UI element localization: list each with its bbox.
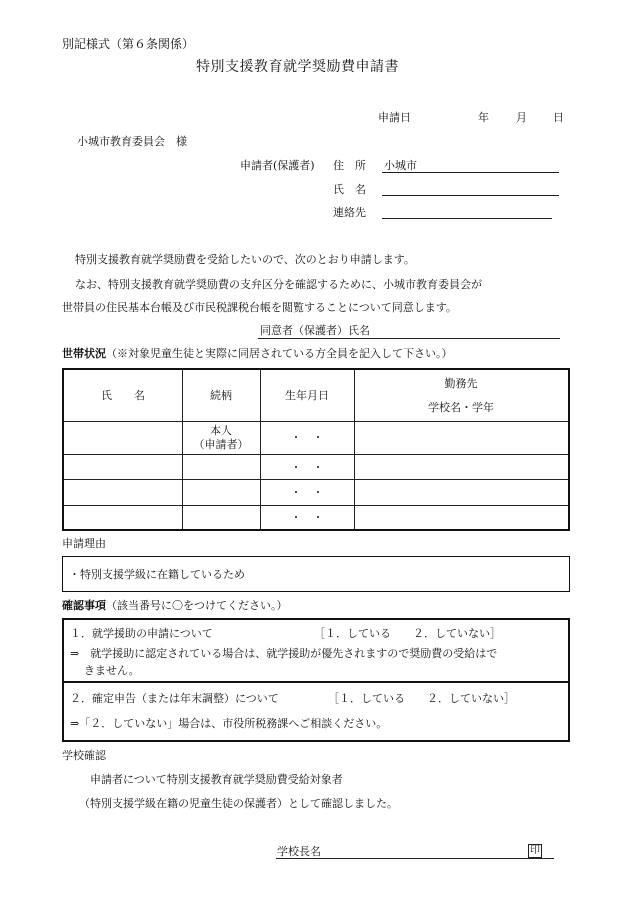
reason-box	[62, 556, 570, 592]
row1-relation-applicant: （申請者）	[193, 438, 249, 451]
principal-underline[interactable]	[276, 858, 554, 859]
addressee: 小城市教育委員会 様	[77, 135, 187, 148]
date-month: 月	[516, 111, 527, 124]
row1-relation-self: 本人	[210, 424, 232, 437]
household-note: （※対象児童生徒と実際に同居されている方全員を記入して下さい。）	[106, 347, 453, 360]
reason-text: ・特別支援学級に在籍しているため	[69, 568, 245, 581]
confirm-item-1-note: ⇒ 就学援助に認定されている場合は、就学援助が優先されますので奨励費の受給はで	[70, 647, 498, 660]
row-divider	[64, 421, 568, 422]
form-reference: 別記様式（第６条関係）	[62, 37, 195, 51]
confirm-item-1-options[interactable]: ［１．している ２．していない］	[314, 627, 501, 640]
applicant-label: 申請者(保護者)	[240, 159, 315, 172]
address-value[interactable]: 小城市	[384, 159, 417, 172]
confirm-divider	[64, 681, 568, 683]
body-paragraph-2b: 世帯員の住民基本台帳及び市民税課税台帳を閲覧することについて同意します。	[62, 301, 457, 314]
col-header-school: 学校名・学年	[428, 401, 494, 414]
col-header-dob: 生年月日	[285, 389, 329, 402]
confirm-item-2: ２．確定申告（または年末調整）について	[70, 692, 279, 705]
name-label: 氏 名	[333, 183, 366, 196]
body-paragraph-1: 特別支援教育就学奨励費を受給したいので、次のとおり申請します。	[75, 253, 415, 266]
name-underline[interactable]	[382, 195, 559, 196]
col-header-name: 氏 名	[101, 389, 145, 402]
row-divider	[64, 479, 568, 480]
row-divider	[64, 505, 568, 506]
contact-label: 連絡先	[333, 206, 366, 219]
confirm-item-1: １．就学援助の申請について	[70, 627, 213, 640]
school-line-1: 申請者について特別支援教育就学奨励費受給対象者	[90, 773, 343, 786]
row4-dob[interactable]: ・ ・	[290, 511, 324, 524]
consent-underline[interactable]	[258, 338, 560, 339]
row2-dob[interactable]: ・ ・	[290, 461, 324, 474]
principal-label: 学校長名	[277, 845, 321, 858]
date-label: 申請日	[378, 111, 411, 124]
confirm-note: （該当番号に〇をつけてください。）	[106, 599, 288, 612]
date-year: 年	[478, 111, 489, 124]
col-header-workplace: 勤務先	[444, 377, 478, 390]
school-line-2: （特別支援学級在籍の児童生徒の保護者）として確認しました。	[79, 797, 398, 810]
date-day: 日	[553, 111, 564, 124]
confirm-box	[62, 618, 570, 742]
address-underline	[382, 172, 559, 173]
row-divider	[64, 454, 568, 455]
confirm-item-2-note: ⇒「２．していない」場合は、市役所税務課へご相談ください。	[70, 717, 388, 730]
school-heading: 学校確認	[62, 749, 106, 762]
contact-underline[interactable]	[382, 218, 552, 219]
confirm-title: 確認事項	[62, 599, 106, 612]
col-header-relation: 続柄	[210, 389, 232, 402]
body-paragraph-2a: なお、特別支援教育就学奨励費の支弁区分を確認するために、小城市教育委員会が	[75, 278, 482, 291]
confirm-item-2-options[interactable]: ［１．している ２．していない］	[328, 692, 515, 705]
confirm-item-1-note-cont: きません。	[84, 664, 140, 677]
household-table	[62, 368, 570, 531]
address-label: 住 所	[333, 159, 366, 172]
reason-heading: 申請理由	[62, 537, 106, 550]
row1-dob[interactable]: ・ ・	[290, 431, 324, 444]
seal-mark: 印	[530, 845, 540, 856]
household-heading	[62, 348, 453, 359]
row3-dob[interactable]: ・ ・	[290, 486, 324, 499]
confirm-heading	[62, 600, 288, 611]
form-title: 特別支援教育就学奨励費申請書	[196, 59, 399, 75]
household-title: 世帯状況	[62, 347, 106, 360]
consent-label: 同意者（保護者）氏名	[260, 324, 370, 337]
